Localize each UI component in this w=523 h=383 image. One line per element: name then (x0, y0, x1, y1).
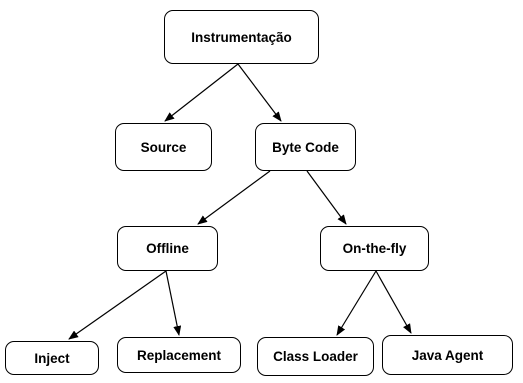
node-source-label: Source (140, 139, 187, 155)
node-class-loader (257, 337, 374, 376)
node-offline (117, 226, 218, 271)
edge-offline-to-replacement (166, 271, 179, 335)
edge-on-the-fly-to-java-agent (376, 271, 411, 333)
node-instrumentacao-label: Instrumentação (191, 29, 292, 45)
node-source (115, 123, 212, 171)
node-on-the-fly-label: On-the-fly (342, 241, 407, 256)
node-offline-label: Offline (146, 241, 189, 256)
node-byte-code (255, 123, 356, 171)
node-byte-code-label: Byte Code (272, 139, 339, 155)
node-java-agent (382, 335, 513, 375)
node-class-loader-label: Class Loader (273, 349, 358, 364)
node-inject (5, 341, 99, 375)
node-on-the-fly (320, 226, 429, 271)
node-replacement (117, 337, 241, 373)
node-inject-label: Inject (34, 350, 70, 366)
edge-offline-to-inject (69, 271, 166, 339)
node-instrumentacao (164, 10, 319, 64)
edge-byte-code-to-offline (198, 171, 270, 224)
edge-on-the-fly-to-class-loader (337, 271, 376, 335)
edge-root-to-byte-code (238, 64, 281, 121)
edge-root-to-source (165, 64, 238, 121)
node-java-agent-label: Java Agent (411, 347, 484, 363)
node-replacement-label: Replacement (136, 347, 222, 363)
edge-byte-code-to-on-the-fly (307, 171, 346, 224)
